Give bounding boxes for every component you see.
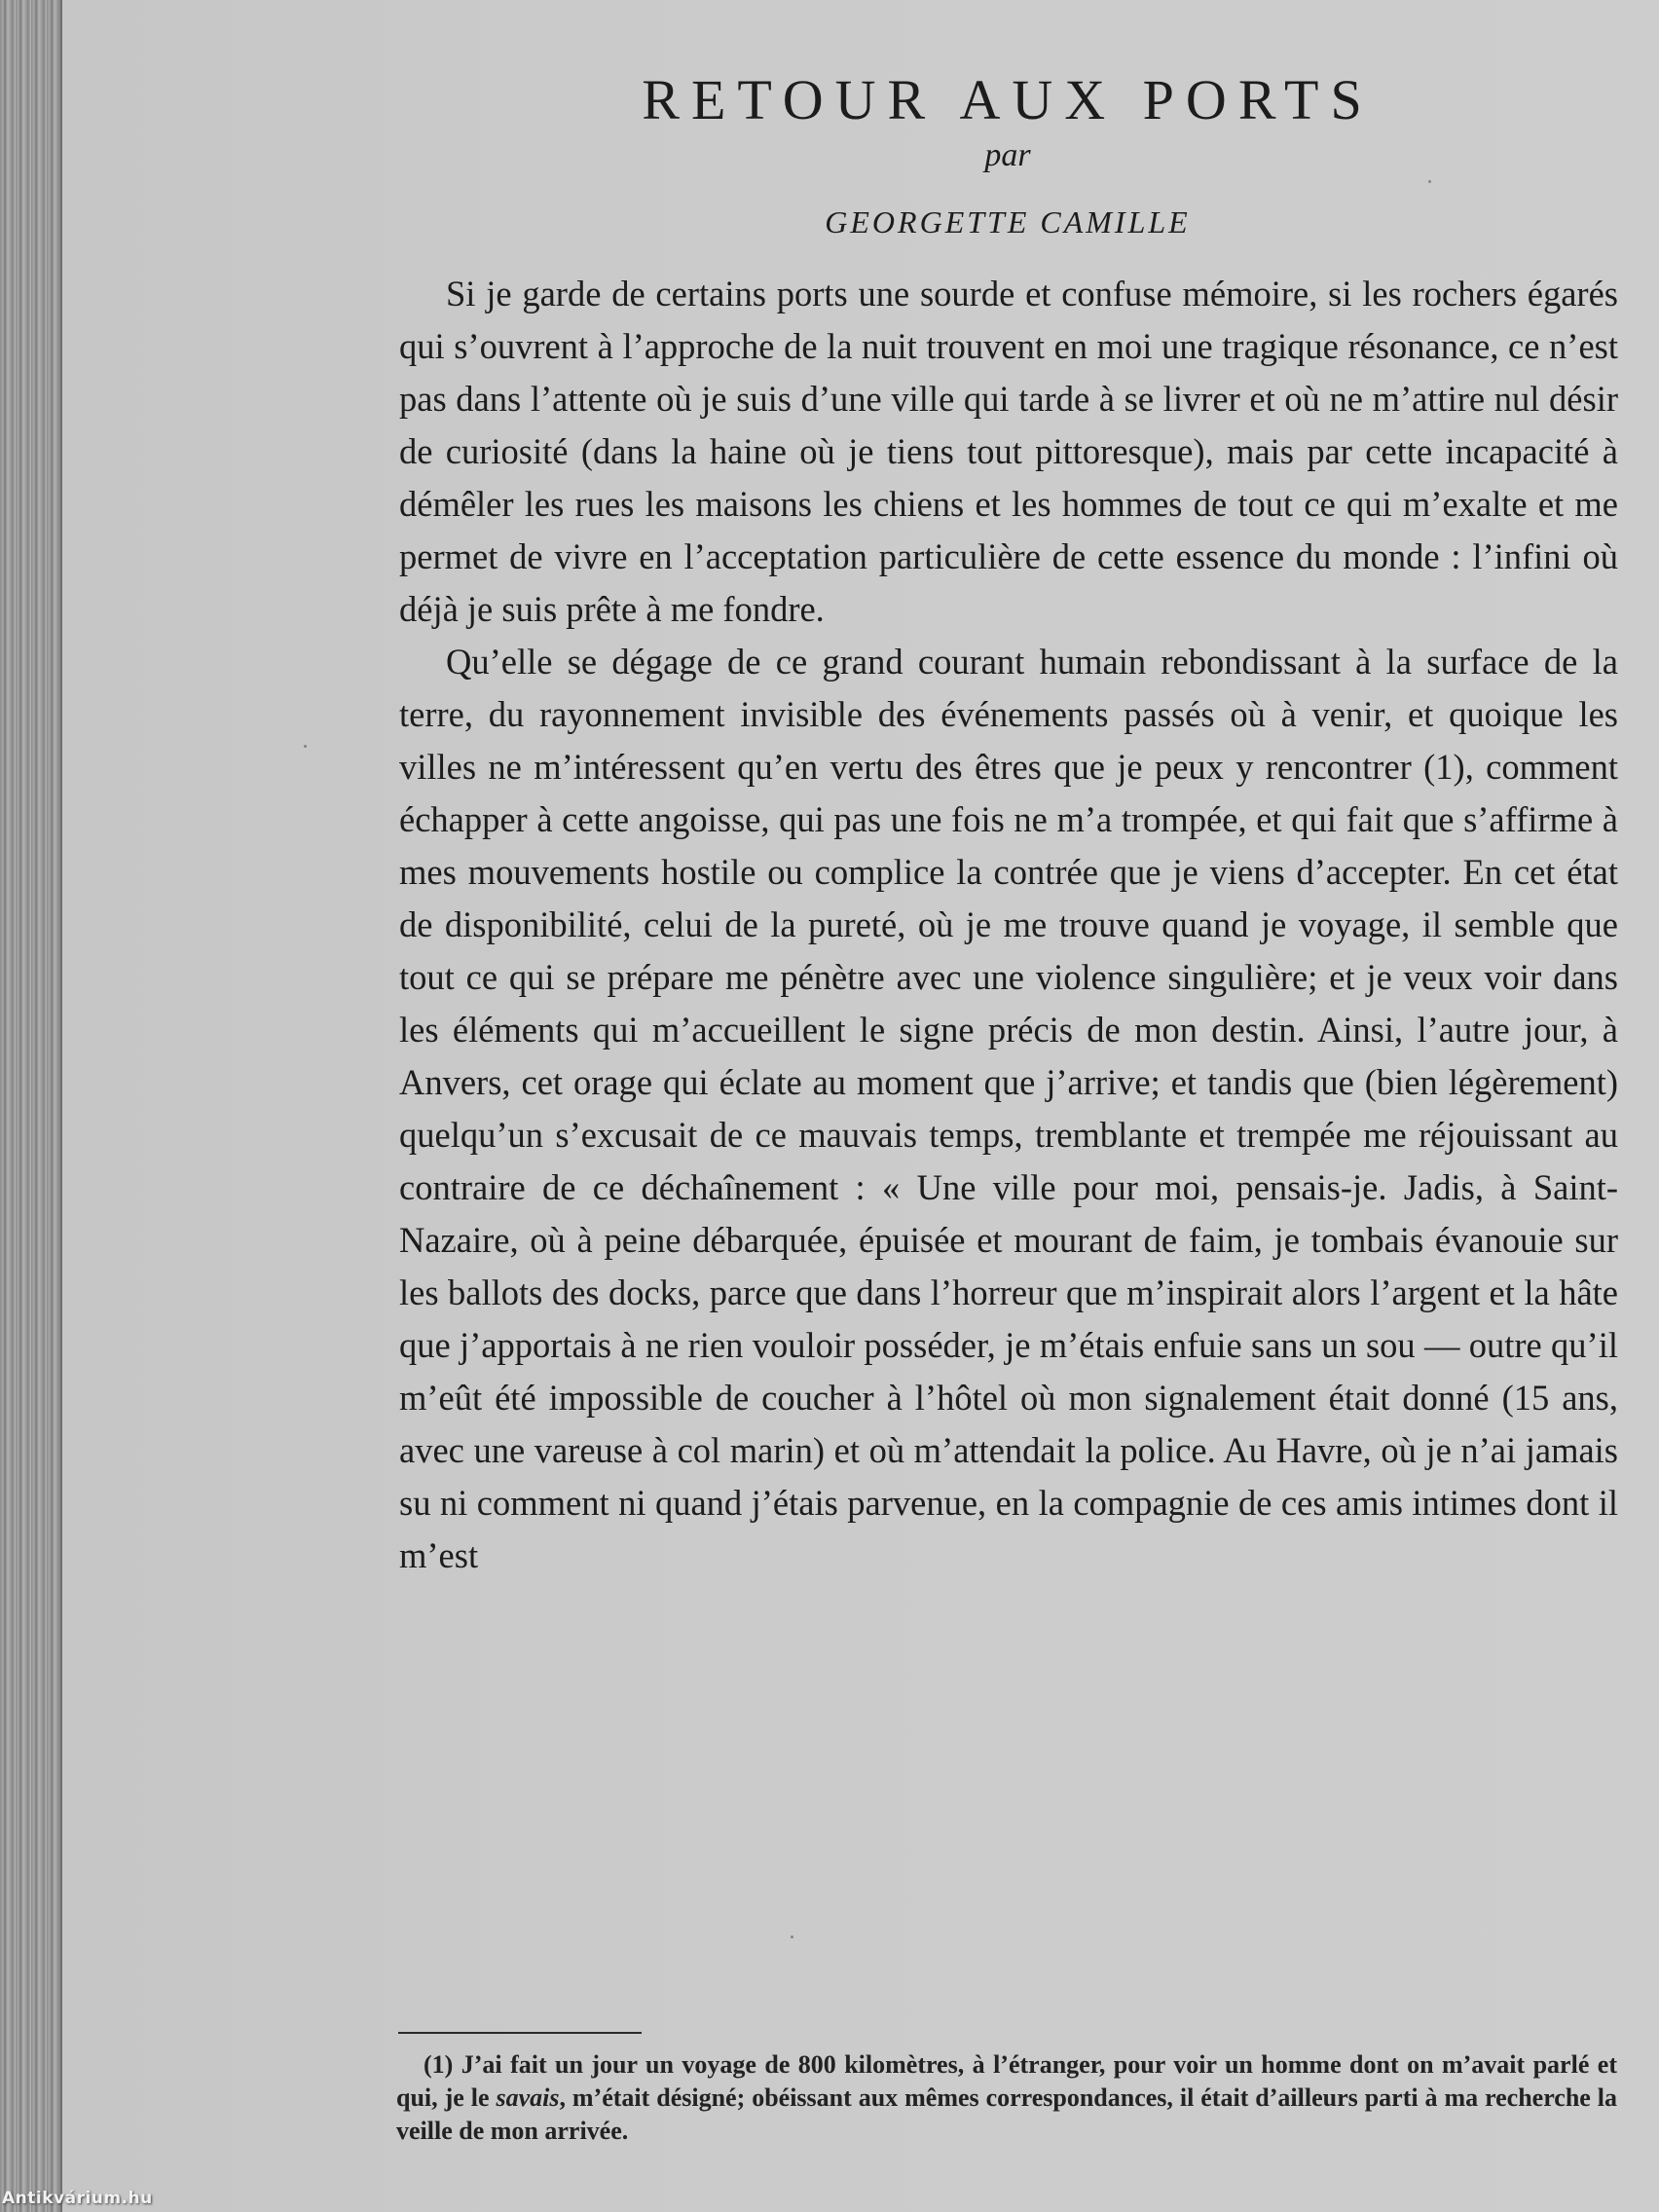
author-name: GEORGETTE CAMILLE	[825, 204, 1191, 240]
watermark: Antikvárium.hu	[2, 2189, 153, 2208]
book-page	[62, 0, 1659, 2212]
footnote-emphasis: savais	[496, 2083, 560, 2112]
article-title: RETOUR AUX PORTS	[642, 68, 1374, 131]
footnote-text-start: (1) J’ai fait un jour un voyage de 800 kilomètres, à l’étranger, pour voir un homme dont on m’avait parlé et qui, je le	[396, 2050, 1617, 2112]
footnote-divider	[398, 2032, 642, 2034]
book-page-edges	[0, 0, 62, 2212]
byline: par	[984, 137, 1031, 173]
paragraph-2: Qu’elle se dégage de ce grand courant humain rebondissant à la surface de la terre, du rayonnement invisible des événements passés où à venir, et quoique les villes ne m’intéressent qu’en vertu des êtres que je peux y rencontrer (1), comment échapper à cette angoisse, qui pas une fois ne m’a trompée, et qui fait que s’affirme à mes mouvements hostile ou complice la contrée que je viens d’accepter. En cet état de disponibilité, celui de la pureté, où je me trouve quand je voyage, il semble que tout ce qui se prépare me pénètre avec une violence singulière; et je veux voir dans les éléments qui m’accueillent le signe précis de mon destin. Ainsi, l’autre jour, à Anvers, cet orage qui éclate au moment que j’arrive; et tandis que (bien légèrement) quelqu’un s’excusait de ce mauvais temps, tremblante et trempée me réjouissant au contraire de ce déchaînement : « Une ville pour moi, pensais-je. Jadis, à Saint-Nazaire, où à peine débarquée, épuisée et mourant de faim, je tombais évanouie sur les ballots des docks, parce que dans l’horreur que m’inspirait alors l’argent et la hâte que j’apportais à ne rien vouloir posséder, je m’étais enfuie sans un sou — outre qu’il m’eût été impossible de coucher à l’hôtel où mon signalement était donné (15 ans, avec une vareuse à col marin) et où m’attendait la police. Au Havre, où je n’ai jamais su ni comment ni quand j’étais parvenue, en la compagnie de ces amis intimes dont il m’est	[399, 642, 1618, 1575]
footnote-text-end: , m’était désigné; obéissant aux mêmes correspondances, il était d’ailleurs parti à ma recherche la veille de mon arrivée.	[396, 2083, 1618, 2145]
footnote	[396, 2048, 1617, 2148]
paragraph-1: Si je garde de certains ports une sourde et confuse mémoire, si les rochers égarés qui s’ouvrent à l’approche de la nuit trouvent en moi une tragique résonance, ce n’est pas dans l’attente où je suis d’une ville qui tarde à se livrer et où ne m’attire nul désir de curiosité (dans la haine où je tiens tout pittoresque), mais par cette incapacité à démêler les rues les maisons les chiens et les hommes de tout ce qui m’exalte et me permet de vivre en l’acceptation particulière de cette essence du monde : l’infini où déjà je suis prête à me fondre.	[399, 274, 1618, 629]
body-text	[399, 268, 1618, 1582]
